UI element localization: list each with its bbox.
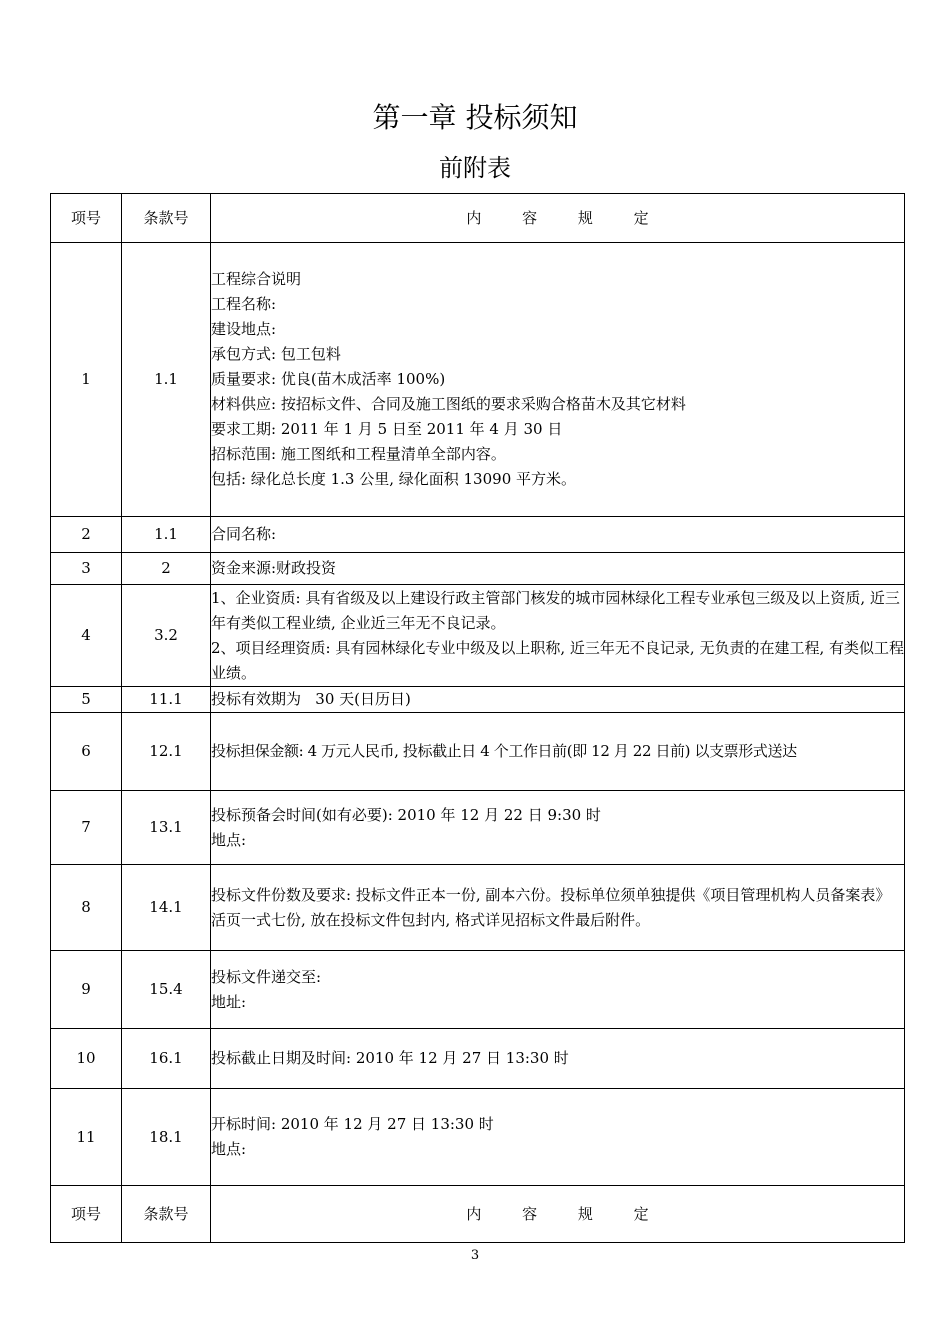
row-content	[211, 791, 905, 865]
content-line: 资金来源:财政投资	[211, 559, 337, 577]
content-line: 地点:	[211, 830, 247, 849]
content-line: 工程综合说明	[211, 270, 302, 288]
row-no: 7	[51, 791, 122, 865]
row-no: 8	[51, 865, 122, 951]
table-row	[51, 243, 905, 517]
table-row	[51, 585, 905, 687]
content-line: 承包方式: 包工包料	[211, 345, 341, 363]
header-no: 项号	[51, 1186, 122, 1243]
table-header-row	[51, 194, 905, 243]
content-line: 地址:	[211, 992, 247, 1011]
row-content	[211, 865, 905, 951]
table-footer-header-row	[51, 1186, 905, 1243]
content-line: 要求工期: 2011 年 1 月 5 日至 2011 年 4 月 30 日	[211, 420, 563, 438]
header-clause: 条款号	[122, 194, 211, 243]
table-row	[51, 1089, 905, 1186]
row-content	[211, 1089, 905, 1186]
header-content: 内 容 规 定	[211, 1186, 905, 1243]
row-content	[211, 1029, 905, 1089]
row-no: 3	[51, 553, 122, 585]
row-clause: 14.1	[122, 865, 211, 951]
content-line: 2、项目经理资质: 具有园林绿化专业中级及以上职称, 近三年无不良记录, 无负责的在建工程, 有类似工程业绩。	[211, 638, 904, 682]
content-line: 地点:	[211, 1140, 247, 1158]
row-clause: 3.2	[122, 585, 211, 687]
content-line: 建设地点:	[211, 320, 277, 338]
content-line: 质量要求: 优良(苗木成活率 100%)	[211, 370, 446, 388]
table-row	[51, 791, 905, 865]
row-content	[211, 243, 905, 517]
row-content	[211, 951, 905, 1029]
content-line: 工程名称:	[211, 295, 277, 313]
table-row	[51, 865, 905, 951]
row-no: 1	[51, 243, 122, 517]
row-clause: 1.1	[122, 517, 211, 553]
content-line: 投标截止日期及时间: 2010 年 12 月 27 日 13:30 时	[211, 1049, 569, 1067]
row-clause: 1.1	[122, 243, 211, 517]
header-clause: 条款号	[122, 1186, 211, 1243]
row-clause: 11.1	[122, 687, 211, 713]
row-no: 6	[51, 713, 122, 791]
content-line: 投标文件递交至:	[211, 967, 322, 986]
content-line: 投标预备会时间(如有必要): 2010 年 12 月 22 日 9:30 时	[211, 805, 601, 824]
content-line: 包括: 绿化总长度 1.3 公里, 绿化面积 13090 平方米。	[211, 470, 577, 488]
row-clause: 15.4	[122, 951, 211, 1029]
row-clause: 2	[122, 553, 211, 585]
front-table	[50, 193, 905, 1243]
header-content: 内 容 规 定	[211, 194, 905, 243]
row-clause: 18.1	[122, 1089, 211, 1186]
header-no: 项号	[51, 194, 122, 243]
table-row	[51, 951, 905, 1029]
content-line: 1、企业资质: 具有省级及以上建设行政主管部门核发的城市园林绿化工程专业承包三级及以上资质, 近三年有类似工程业绩, 企业近三年无不良记录。	[211, 588, 900, 632]
row-clause: 16.1	[122, 1029, 211, 1089]
content-line: 开标时间: 2010 年 12 月 27 日 13:30 时	[211, 1115, 494, 1133]
table-row	[51, 1029, 905, 1089]
content-line: 投标有效期为 30 天(日历日)	[211, 690, 411, 708]
row-content	[211, 687, 905, 713]
content-line: 投标担保金额: 4 万元人民币, 投标截止日 4 个工作日前(即 12 月 22 日前) 以支票形式送达	[211, 742, 797, 760]
table-title: 前附表	[439, 154, 511, 182]
chapter-title: 第一章 投标须知	[372, 101, 578, 134]
table-row	[51, 553, 905, 585]
page-number: 3	[470, 1248, 480, 1263]
content-line: 合同名称:	[211, 525, 277, 543]
row-content	[211, 517, 905, 553]
row-no: 4	[51, 585, 122, 687]
row-no: 2	[51, 517, 122, 553]
row-clause: 12.1	[122, 713, 211, 791]
row-no: 10	[51, 1029, 122, 1089]
content-line: 材料供应: 按招标文件、合同及施工图纸的要求采购合格苗木及其它材料	[211, 395, 686, 413]
row-content	[211, 553, 905, 585]
row-clause: 13.1	[122, 791, 211, 865]
row-no: 11	[51, 1089, 122, 1186]
row-no: 9	[51, 951, 122, 1029]
content-line: 投标文件份数及要求: 投标文件正本一份, 副本六份。投标单位须单独提供《项目管理机构人员备案表》活页一式七份, 放在投标文件包封内, 格式详见招标文件最后附件。	[211, 885, 891, 929]
content-line: 招标范围: 施工图纸和工程量清单全部内容。	[211, 445, 506, 463]
table-row	[51, 713, 905, 791]
row-no: 5	[51, 687, 122, 713]
table-row	[51, 517, 905, 553]
row-content	[211, 585, 905, 687]
table-row	[51, 687, 905, 713]
row-content	[211, 713, 905, 791]
